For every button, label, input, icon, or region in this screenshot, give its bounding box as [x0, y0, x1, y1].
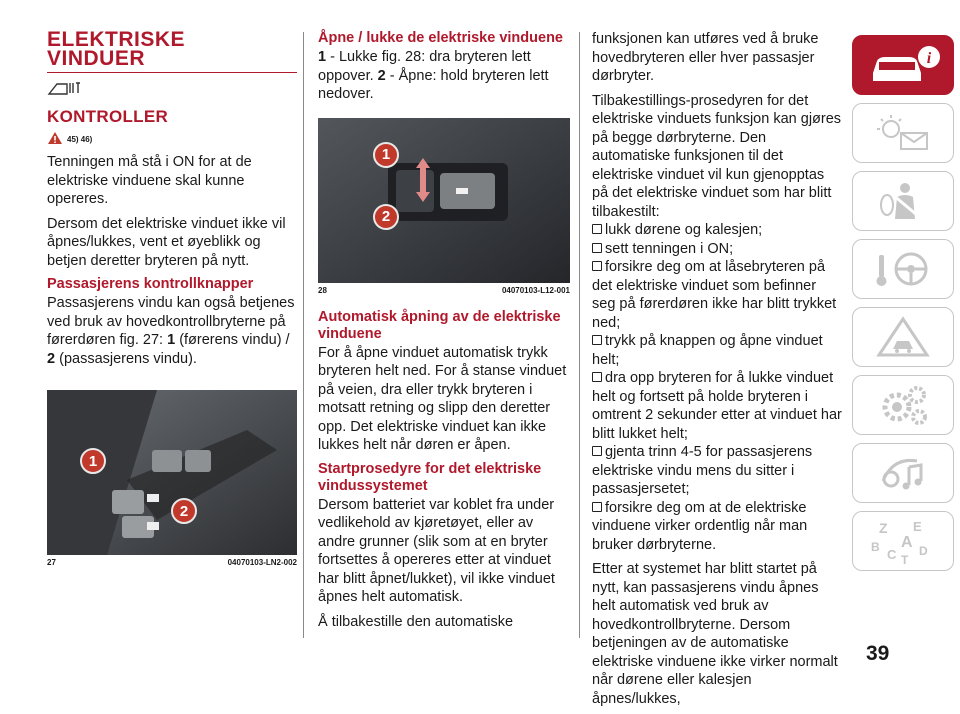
- list-item: [592, 258, 842, 332]
- list-item-text: forsikre deg om at de elektriske vinduene virker ordentlig når man bruker dørbryterne.: [592, 499, 808, 553]
- checkbox-bullet-icon: [592, 372, 602, 382]
- emergency-icon: [863, 315, 943, 359]
- paragraph: [47, 294, 297, 368]
- ref-number: 2: [47, 350, 56, 367]
- list-item-text: forsikre deg om at låsebryteren på det elektriske vinduet som befinner seg på førerdøren ikke har blitt trykket ned;: [592, 259, 837, 331]
- list-item: [592, 443, 842, 499]
- checkbox-bullet-icon: [592, 243, 602, 253]
- text: - Lukke fig. 28: dra bryteren lett oppover.: [318, 49, 531, 84]
- dashboard-lights-icon: [863, 111, 943, 155]
- callout-2: 2: [373, 204, 399, 230]
- chapter-title-line2: VINDUER: [47, 47, 146, 70]
- column-3: [592, 30, 842, 714]
- list-item-text: trykk på knappen og åpne vinduet helt;: [592, 333, 823, 368]
- paragraph: Etter at systemet har blitt startet på nytt, kan passasjerens vindu åpnes helt automatisk ved bruk av hovedkontrollbryterne. Dersom betjeningen av de automatiske elektriske vinduene ikke virker normalt når dørene eller kalesjen åpnes/lukkes,: [592, 561, 838, 707]
- subheading: Startprosedyre for det elektriske vindussystemet: [318, 460, 542, 494]
- window-symbol-icon: [47, 80, 297, 101]
- tab-dashboard[interactable]: [852, 103, 954, 163]
- svg-text:C: C: [887, 547, 897, 562]
- list-item: [592, 499, 842, 555]
- title-rule: [47, 72, 297, 73]
- list-item: [592, 369, 842, 443]
- ref-number: 2: [377, 67, 386, 84]
- car-info-icon: [863, 43, 943, 87]
- safety-airbag-icon: [863, 179, 943, 223]
- chapter-tabs: [852, 35, 960, 579]
- column-1: [47, 30, 297, 567]
- list-item-text: dra opp bryteren for å lukke vinduet helt og fortsett på holde bryteren i omtrent 2 sekunder etter at vinduet har blitt lukket helt;: [592, 370, 842, 442]
- figure-number: 27: [47, 558, 56, 567]
- paragraph: Å tilbakestille den automatiske: [318, 613, 514, 630]
- text: (passasjerens vindu).: [59, 350, 197, 367]
- page-number: 39: [866, 642, 890, 665]
- tab-safety[interactable]: [852, 171, 954, 231]
- paragraph: [318, 48, 570, 104]
- list-item: [592, 221, 842, 240]
- callout-2: 2: [171, 498, 197, 524]
- checkbox-bullet-icon: [592, 502, 602, 512]
- column-divider: [579, 32, 580, 638]
- figure-28-photo: [318, 118, 570, 283]
- multimedia-icon: [863, 451, 943, 495]
- list-item-text: gjenta trinn 4-5 for passasjerens elektriske vindu mens du sitter i passasjersetet;: [592, 444, 813, 497]
- checkbox-bullet-icon: [592, 335, 602, 345]
- paragraph: Tilbakestillings-prosedyren for det elektriske vinduets funksjon kan gjøres på begge dørbryterne. Den automatiske funksjonen til det elektriske vinduet vil kun gjenopptas på det elektriske vinduet som har blitt tilbakestilt:: [592, 92, 842, 220]
- tab-index[interactable]: [852, 511, 954, 571]
- list-item-text: sett tenningen i ON;: [605, 240, 734, 257]
- chapter-title: [47, 30, 297, 68]
- svg-text:Z: Z: [879, 520, 888, 536]
- paragraph: Dersom det elektriske vinduet ikke vil åpnes/lukkes, vent et øyeblikk og betjen deretter bryteren på nytt.: [47, 215, 286, 269]
- maintenance-icon: [863, 383, 943, 427]
- section-heading: KONTROLLER: [47, 107, 169, 126]
- column-divider: [303, 32, 304, 638]
- warning-triangle-icon: [47, 131, 63, 147]
- text: (førerens vindu) /: [179, 332, 290, 348]
- starting-driving-icon: [863, 247, 943, 291]
- list-item: [592, 332, 842, 369]
- tab-multimedia[interactable]: [852, 443, 954, 503]
- list-item-text: lukk dørene og kalesjen;: [605, 222, 763, 238]
- column-2: [318, 30, 570, 637]
- list-item: [592, 240, 842, 259]
- checkbox-bullet-icon: [592, 261, 602, 271]
- svg-text:A: A: [901, 534, 913, 551]
- tab-starting-driving[interactable]: [852, 239, 954, 299]
- chapter-title-line1: ELEKTRISKE: [47, 28, 186, 51]
- warning-reference: [47, 131, 297, 147]
- figure-caption: [318, 286, 570, 295]
- ref-number: 1: [167, 332, 176, 348]
- subheading: Passasjerens kontrollknapper: [47, 276, 254, 292]
- text: Passasjerens vindu kan også betjenes ved bruk av hovedkontrollbryterne på førerdøren fig. 27:: [47, 295, 295, 348]
- tab-maintenance[interactable]: [852, 375, 954, 435]
- svg-text:B: B: [871, 540, 880, 554]
- callout-1: 1: [373, 142, 399, 168]
- svg-text:D: D: [919, 544, 928, 558]
- subheading: Automatisk åpning av de elektriske vinduene: [318, 308, 561, 342]
- paragraph: Tenningen må stå i ON for at de elektriske vinduene skal kunne opereres.: [47, 154, 252, 207]
- text: - Åpne: hold bryteren lett nedover.: [318, 67, 549, 102]
- index-icon: [863, 517, 943, 565]
- figure-caption: [47, 558, 297, 567]
- figure-number: 28: [318, 285, 327, 295]
- figure-code: 04070103-LN2-002: [227, 558, 297, 567]
- checkbox-bullet-icon: [592, 446, 602, 456]
- subheading: Åpne / lukke de elektriske vinduene: [318, 30, 563, 46]
- callout-1: 1: [80, 448, 106, 474]
- tab-car-info[interactable]: [852, 35, 954, 95]
- tab-emergency[interactable]: [852, 307, 954, 367]
- warning-refs: 45) 46): [67, 134, 93, 144]
- svg-text:T: T: [901, 553, 909, 565]
- checkbox-bullet-icon: [592, 224, 602, 234]
- figure-27-photo: [47, 390, 297, 555]
- paragraph: Dersom batteriet var koblet fra under vedlikehold av kjøretøyet, eller av andre grunner (slik som at en bryter fortsettes å opereres etter at vinduet har blitt åpnet/lukket), vil ikke vinduet åpnes helt automatisk.: [318, 496, 555, 605]
- svg-text:E: E: [913, 519, 922, 534]
- paragraph: For å åpne vinduet automatisk trykk bryteren helt ned. For å stanse vinduet på veien, dra eller trykk bryteren i motsatt retning og slipp den deretter opp. Det elektriske vinduet kan ikke lukkes helt når døren er åpen.: [318, 344, 567, 453]
- ref-number: 1: [318, 49, 327, 65]
- figure-code: 04070103-L12-001: [501, 285, 570, 295]
- paragraph: funksjonen kan utføres ved å bruke hovedbryteren eller hver passasjer dørbryter.: [592, 31, 819, 84]
- svg-text:i: i: [926, 50, 932, 67]
